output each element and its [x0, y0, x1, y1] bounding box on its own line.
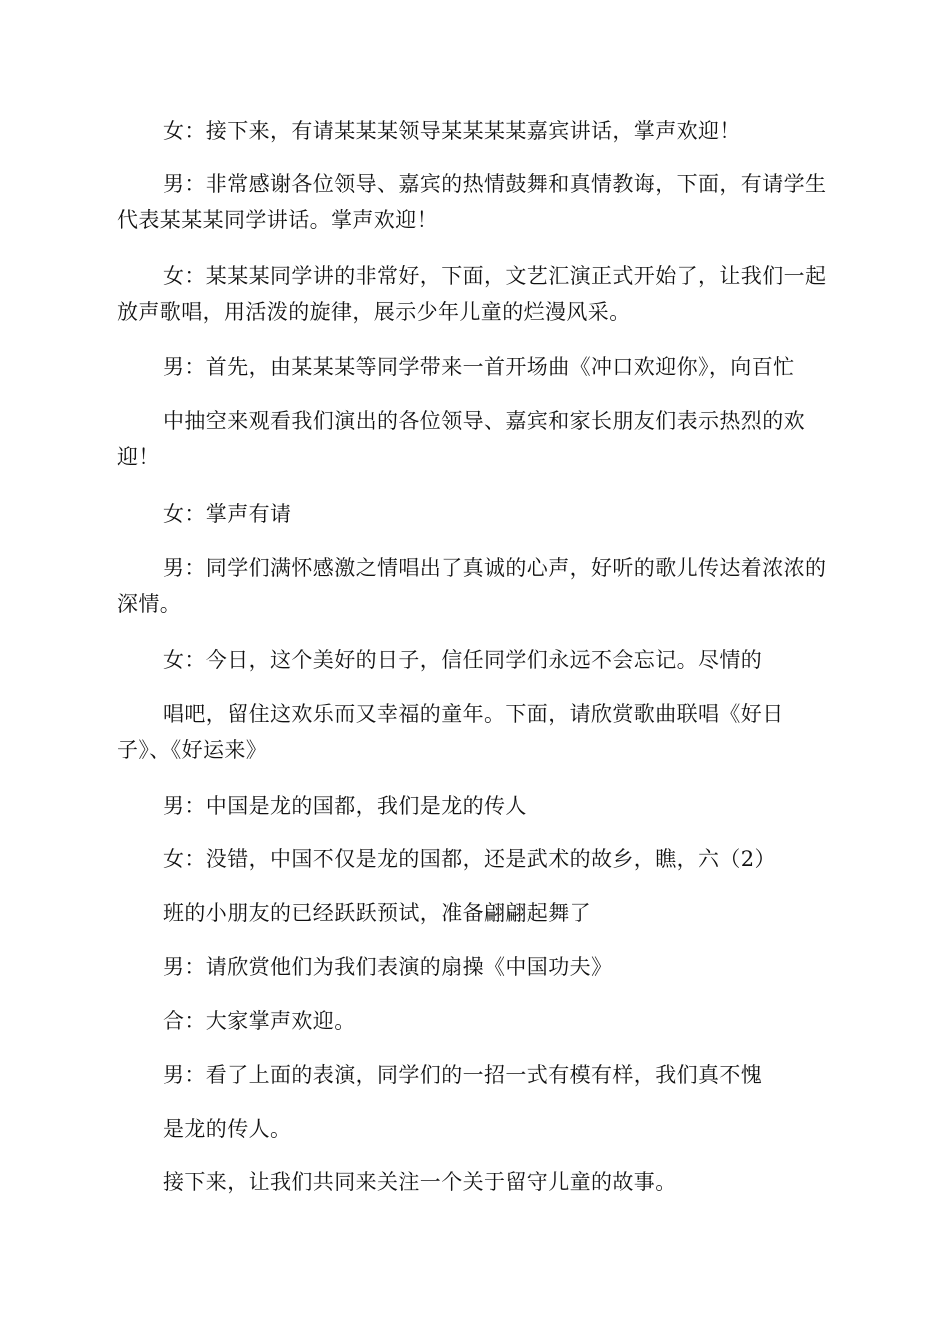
paragraph-6: 女：掌声有请: [163, 502, 292, 526]
paragraph-12: 班的小朋友的已经跃跃预试，准备翩翩起舞了: [163, 901, 591, 925]
paragraph-13: 男：请欣赏他们为我们表演的扇操《中国功夫》: [163, 955, 613, 979]
paragraph-11: 女：没错，中国不仅是龙的国都，还是武术的故乡，瞧，六（2）: [163, 847, 776, 871]
paragraph-15: 男：看了上面的表演，同学们的一招一式有模有样，我们真不愧: [163, 1063, 763, 1087]
paragraph-9: 唱吧，留住这欢乐而又幸福的童年。下面，请欣赏歌曲联唱《好日子》、《好运来》: [117, 702, 784, 762]
paragraph-10: 男：中国是龙的国都，我们是龙的传人: [163, 794, 527, 818]
paragraph-1: 女：接下来，有请某某某领导某某某某嘉宾讲话，掌声欢迎！: [163, 119, 741, 143]
paragraph-17: 接下来，让我们共同来关注一个关于留守儿童的故事。: [163, 1170, 677, 1194]
paragraph-8: 女：今日，这个美好的日子，信任同学们永远不会忘记。尽情的: [163, 648, 763, 672]
paragraph-2: 男：非常感谢各位领导、嘉宾的热情鼓舞和真情教诲，下面，有请学生代表某某某同学讲话。掌声欢迎！: [117, 172, 827, 232]
paragraph-7: 男：同学们满怀感激之情唱出了真诚的心声，好听的歌儿传达着浓浓的深情。: [117, 556, 827, 616]
paragraph-16: 是龙的传人。: [163, 1117, 292, 1141]
paragraph-14: 合：大家掌声欢迎。: [163, 1009, 356, 1033]
paragraph-4: 男：首先，由某某某等同学带来一首开场曲《冲口欢迎你》，向百忙: [163, 355, 795, 379]
paragraph-5: 中抽空来观看我们演出的各位领导、嘉宾和家长朋友们表示热烈的欢迎！: [117, 409, 805, 469]
paragraph-3: 女：某某某同学讲的非常好，下面，文艺汇演正式开始了，让我们一起放声歌唱，用活泼的旋律，展示少年儿童的烂漫风采。: [117, 264, 827, 324]
